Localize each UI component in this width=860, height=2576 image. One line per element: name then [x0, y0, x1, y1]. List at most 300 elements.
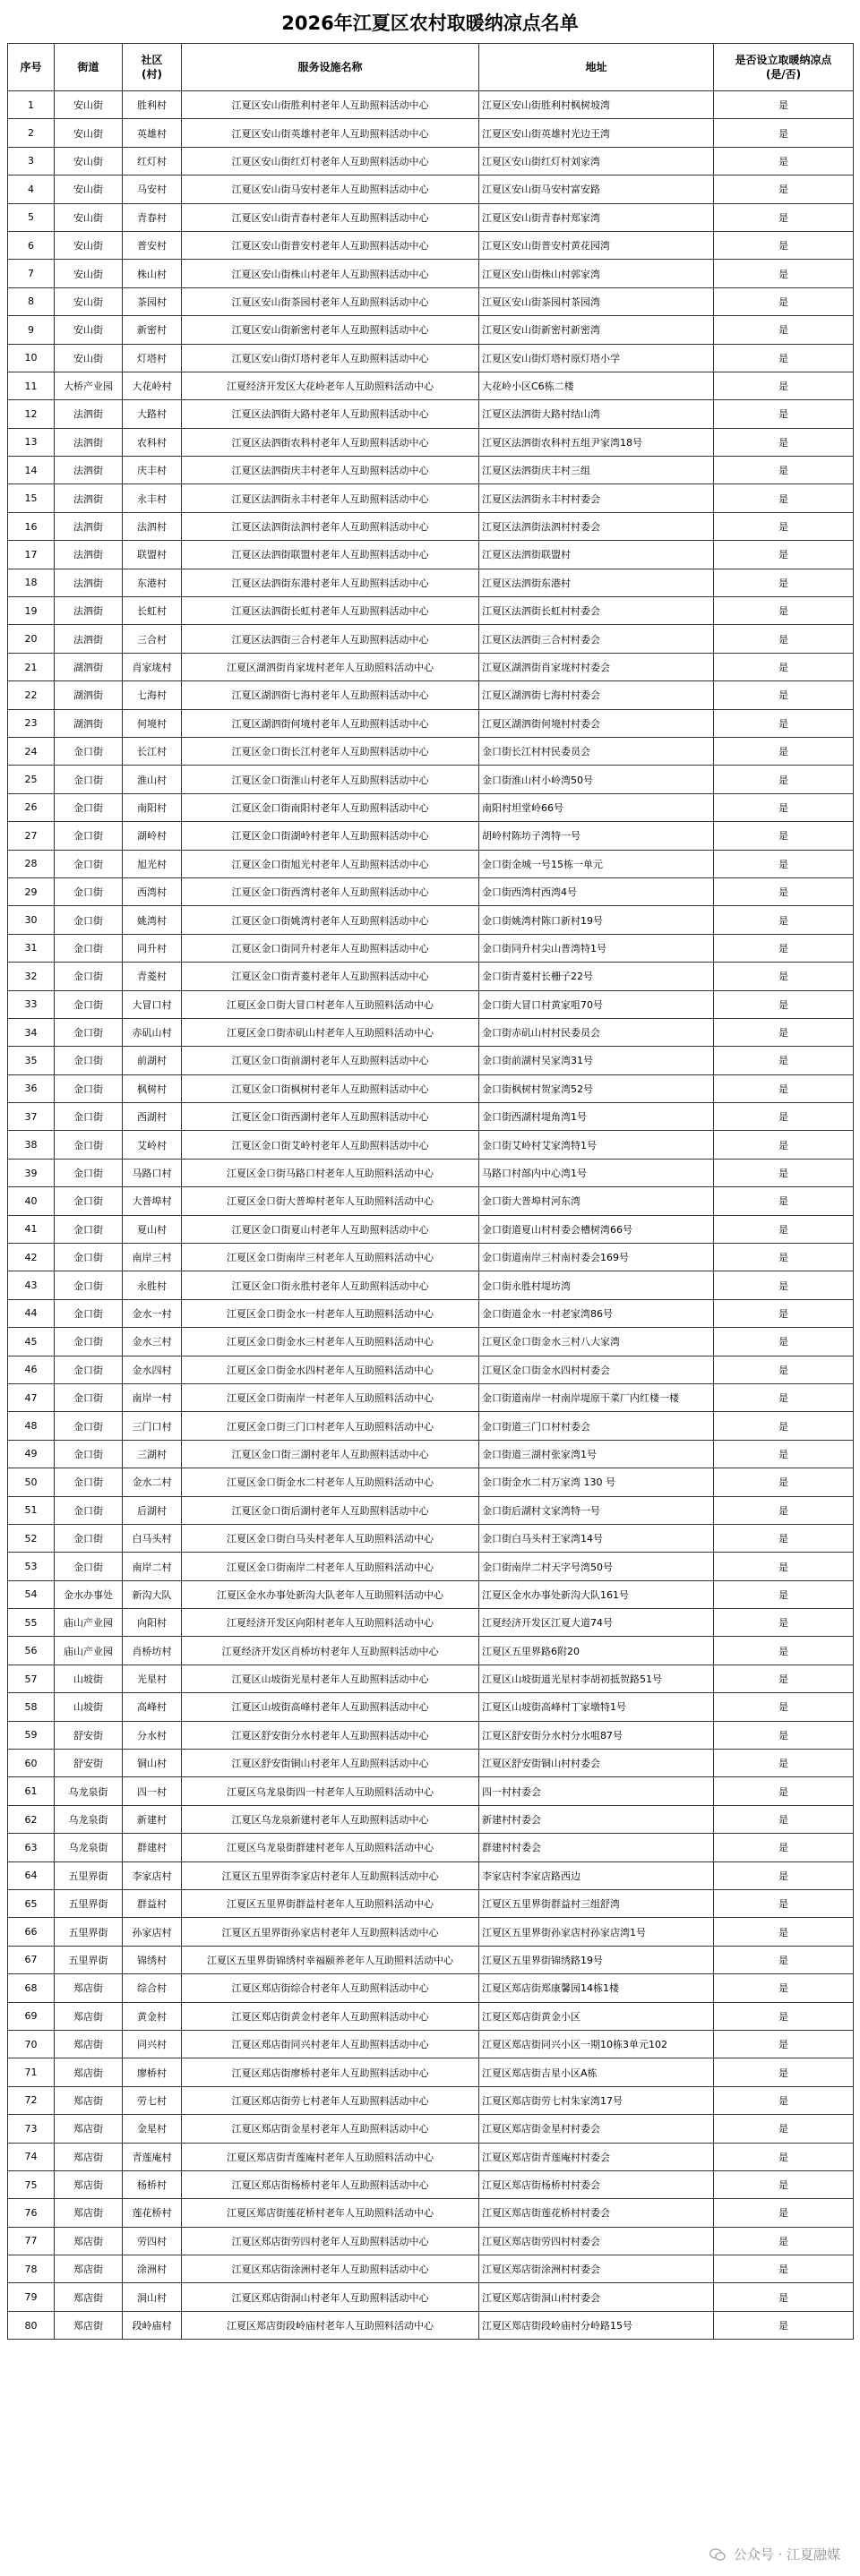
row-facility-name: 江夏区郑店街廖桥村老年人互助照料活动中心: [182, 2058, 479, 2086]
row-community: 劳四村: [123, 2227, 182, 2255]
row-is-point: 是: [714, 1047, 854, 1074]
row-address: 江夏区郑店街段岭庙村分岭路15号: [479, 2311, 714, 2339]
table-row: [8, 1553, 854, 1580]
row-street: 舒安街: [55, 1750, 123, 1777]
row-community: 李家店村: [123, 1861, 182, 1889]
row-community: 大冒口村: [123, 990, 182, 1018]
row-community: 旭光村: [123, 850, 182, 877]
row-index: 53: [8, 1553, 55, 1580]
row-is-point: 是: [714, 990, 854, 1018]
table-row: [8, 175, 854, 203]
row-facility-name: 江夏区法泗街联盟村老年人互助照料活动中心: [182, 541, 479, 569]
table-row: [8, 512, 854, 540]
row-is-point: 是: [714, 1383, 854, 1411]
row-address: 金口街道三门口村村委会: [479, 1412, 714, 1440]
row-community: 金水四村: [123, 1356, 182, 1383]
row-facility-name: 江夏区乌龙泉街四一村老年人互助照料活动中心: [182, 1777, 479, 1805]
row-facility-name: 江夏区金口街三湖村老年人互助照料活动中心: [182, 1440, 479, 1468]
row-index: 24: [8, 737, 55, 765]
row-community: 孙家店村: [123, 1918, 182, 1946]
row-index: 27: [8, 822, 55, 850]
row-address: 江夏区安山街普安村黄花园湾: [479, 231, 714, 259]
table-row: [8, 2227, 854, 2255]
row-street: 金口街: [55, 1159, 123, 1186]
row-is-point: 是: [714, 766, 854, 793]
row-is-point: 是: [714, 147, 854, 175]
row-facility-name: 江夏区法泗街东港村老年人互助照料活动中心: [182, 569, 479, 596]
table-row: [8, 766, 854, 793]
row-is-point: 是: [714, 963, 854, 990]
row-address: 金口街道南岸三村南村委会169号: [479, 1244, 714, 1271]
row-street: 金口街: [55, 1412, 123, 1440]
table-row: [8, 1103, 854, 1131]
row-index: 71: [8, 2058, 55, 2086]
row-facility-name: 江夏区郑店街金星村老年人互助照料活动中心: [182, 2115, 479, 2143]
row-community: 英雄村: [123, 119, 182, 147]
row-street: 金口街: [55, 990, 123, 1018]
table-row: [8, 877, 854, 905]
row-street: 乌龙泉街: [55, 1777, 123, 1805]
row-facility-name: 江夏区五里界街群益村老年人互助照料活动中心: [182, 1890, 479, 1918]
row-facility-name: 江夏区金口街南岸二村老年人互助照料活动中心: [182, 1553, 479, 1580]
row-index: 36: [8, 1074, 55, 1102]
row-address: 金口街道金水一村老家湾86号: [479, 1299, 714, 1327]
table-row: [8, 963, 854, 990]
row-is-point: 是: [714, 1018, 854, 1046]
row-address: 江夏区郑店街同兴小区一期10栋3单元102: [479, 2030, 714, 2058]
row-facility-name: 江夏区安山街红灯村老年人互助照料活动中心: [182, 147, 479, 175]
row-address: 江夏区安山街株山村郭家湾: [479, 260, 714, 287]
row-index: 23: [8, 709, 55, 737]
row-street: 湖泗街: [55, 653, 123, 680]
row-index: 40: [8, 1187, 55, 1215]
row-index: 19: [8, 597, 55, 625]
row-community: 金星村: [123, 2115, 182, 2143]
table-row: [8, 1383, 854, 1411]
row-street: 安山街: [55, 344, 123, 372]
row-community: 农科村: [123, 428, 182, 456]
row-address: 大花岭小区C6栋二楼: [479, 372, 714, 399]
row-street: 金口街: [55, 1299, 123, 1327]
row-facility-name: 江夏区金口街湖岭村老年人互助照料活动中心: [182, 822, 479, 850]
table-row: [8, 2002, 854, 2030]
row-index: 68: [8, 1974, 55, 2002]
row-facility-name: 江夏区金口街前湖村老年人互助照料活动中心: [182, 1047, 479, 1074]
row-street: 郑店街: [55, 2086, 123, 2114]
row-street: 法泗街: [55, 428, 123, 456]
row-index: 2: [8, 119, 55, 147]
row-community: 胜利村: [123, 91, 182, 119]
table-row: [8, 1721, 854, 1749]
row-facility-name: 江夏区安山街胜利村老年人互助照料活动中心: [182, 91, 479, 119]
row-is-point: 是: [714, 2255, 854, 2283]
row-index: 74: [8, 2143, 55, 2170]
row-street: 乌龙泉街: [55, 1805, 123, 1833]
table-header-row: [8, 44, 854, 91]
row-facility-name: 江夏区金口街金水四村老年人互助照料活动中心: [182, 1356, 479, 1383]
row-facility-name: 江夏区郑店街杨桥村老年人互助照料活动中心: [182, 2170, 479, 2198]
table-row: [8, 1637, 854, 1665]
row-facility-name: 江夏经济开发区大花岭老年人互助照料活动中心: [182, 372, 479, 399]
table-row: [8, 344, 854, 372]
row-index: 11: [8, 372, 55, 399]
table-row: [8, 1328, 854, 1356]
row-street: 金口街: [55, 1047, 123, 1074]
row-index: 78: [8, 2255, 55, 2283]
row-index: 66: [8, 1918, 55, 1946]
row-facility-name: 江夏区金口街金水二村老年人互助照料活动中心: [182, 1468, 479, 1496]
row-is-point: 是: [714, 737, 854, 765]
row-street: 金口街: [55, 1496, 123, 1524]
row-street: 安山街: [55, 203, 123, 231]
row-index: 35: [8, 1047, 55, 1074]
row-facility-name: 江夏区金口街南岸三村老年人互助照料活动中心: [182, 1244, 479, 1271]
row-facility-name: 江夏区金口街枫树村老年人互助照料活动中心: [182, 1074, 479, 1102]
table-row: [8, 1074, 854, 1102]
row-index: 18: [8, 569, 55, 596]
row-street: 郑店街: [55, 2227, 123, 2255]
row-is-point: 是: [714, 372, 854, 399]
row-community: 白马头村: [123, 1524, 182, 1552]
row-street: 金口街: [55, 1271, 123, 1299]
row-is-point: 是: [714, 1750, 854, 1777]
row-index: 6: [8, 231, 55, 259]
row-address: 江夏区郑店街杨桥村村委会: [479, 2170, 714, 2198]
row-street: 金口街: [55, 793, 123, 821]
row-address: 李家店村李家店路西边: [479, 1861, 714, 1889]
row-community: 涂洲村: [123, 2255, 182, 2283]
table-row: [8, 316, 854, 344]
row-street: 郑店街: [55, 2170, 123, 2198]
row-is-point: 是: [714, 1299, 854, 1327]
row-index: 32: [8, 963, 55, 990]
row-is-point: 是: [714, 175, 854, 203]
row-address: 金口街前湖村吴家湾31号: [479, 1047, 714, 1074]
row-is-point: 是: [714, 119, 854, 147]
row-is-point: 是: [714, 1412, 854, 1440]
row-is-point: 是: [714, 1553, 854, 1580]
table-row: [8, 287, 854, 315]
row-facility-name: 江夏区法泗街永丰村老年人互助照料活动中心: [182, 484, 479, 512]
row-street: 五里界街: [55, 1890, 123, 1918]
table-row: [8, 1580, 854, 1608]
row-community: 三合村: [123, 625, 182, 653]
table-row: [8, 400, 854, 428]
table-row: [8, 850, 854, 877]
row-index: 52: [8, 1524, 55, 1552]
row-index: 30: [8, 906, 55, 934]
table-row: [8, 2058, 854, 2086]
row-address: 江夏区法泗街长虹村村委会: [479, 597, 714, 625]
row-index: 3: [8, 147, 55, 175]
table-row: [8, 2115, 854, 2143]
table-row: [8, 2170, 854, 2198]
row-community: 赤矶山村: [123, 1018, 182, 1046]
row-index: 17: [8, 541, 55, 569]
row-address: 江夏区五里界街孙家店村孙家店湾1号: [479, 1918, 714, 1946]
row-is-point: 是: [714, 287, 854, 315]
row-street: 庙山产业园: [55, 1637, 123, 1665]
row-community: 肖桥坊村: [123, 1637, 182, 1665]
row-is-point: 是: [714, 2086, 854, 2114]
table-row: [8, 2086, 854, 2114]
row-street: 金口街: [55, 1215, 123, 1243]
row-index: 47: [8, 1383, 55, 1411]
row-facility-name: 江夏区金口街金水一村老年人互助照料活动中心: [182, 1299, 479, 1327]
row-is-point: 是: [714, 597, 854, 625]
row-facility-name: 江夏区湖泗街何境村老年人互助照料活动中心: [182, 709, 479, 737]
row-community: 四一村: [123, 1777, 182, 1805]
row-index: 70: [8, 2030, 55, 2058]
row-index: 9: [8, 316, 55, 344]
row-community: 向阳村: [123, 1609, 182, 1637]
row-address: 金口街后湖村文家湾特一号: [479, 1496, 714, 1524]
row-community: 长江村: [123, 737, 182, 765]
row-address: 马路口村部内中心湾1号: [479, 1159, 714, 1186]
row-street: 金口街: [55, 934, 123, 962]
row-is-point: 是: [714, 1074, 854, 1102]
table-row: [8, 1777, 854, 1805]
row-index: 33: [8, 990, 55, 1018]
header-index: 序号: [8, 44, 55, 91]
row-street: 法泗街: [55, 597, 123, 625]
row-facility-name: 江夏区郑店街青莲庵村老年人互助照料活动中心: [182, 2143, 479, 2170]
table-row: [8, 597, 854, 625]
row-facility-name: 江夏区金口街夏山村老年人互助照料活动中心: [182, 1215, 479, 1243]
header-street: 街道: [55, 44, 123, 91]
row-street: 郑店街: [55, 2115, 123, 2143]
row-index: 79: [8, 2283, 55, 2311]
row-community: 段岭庙村: [123, 2311, 182, 2339]
row-facility-name: 江夏区安山街新密村老年人互助照料活动中心: [182, 316, 479, 344]
row-index: 45: [8, 1328, 55, 1356]
row-facility-name: 江夏区湖泗街肖家垅村老年人互助照料活动中心: [182, 653, 479, 680]
row-index: 42: [8, 1244, 55, 1271]
table-row: [8, 91, 854, 119]
table-row: [8, 793, 854, 821]
row-address: 江夏经济开发区江夏大道74号: [479, 1609, 714, 1637]
row-address: 金口街永胜村堤坊湾: [479, 1271, 714, 1299]
row-community: 永丰村: [123, 484, 182, 512]
row-facility-name: 江夏区五里界街锦绣村幸福颐养老年人互助照料活动中心: [182, 1946, 479, 1973]
table-row: [8, 1356, 854, 1383]
row-community: 锦绣村: [123, 1946, 182, 1973]
row-address: 金口街道夏山村村委会槽树湾66号: [479, 1215, 714, 1243]
row-is-point: 是: [714, 2311, 854, 2339]
row-street: 金口街: [55, 906, 123, 934]
row-is-point: 是: [714, 1834, 854, 1861]
row-address: 江夏区湖泗街七海村村委会: [479, 681, 714, 709]
row-community: 金水二村: [123, 1468, 182, 1496]
table-row: [8, 934, 854, 962]
row-community: 夏山村: [123, 1215, 182, 1243]
row-is-point: 是: [714, 1496, 854, 1524]
table-row: [8, 1890, 854, 1918]
row-street: 大桥产业园: [55, 372, 123, 399]
row-address: 群建村村委会: [479, 1834, 714, 1861]
row-street: 郑店街: [55, 2311, 123, 2339]
row-community: 南阳村: [123, 793, 182, 821]
row-index: 80: [8, 2311, 55, 2339]
row-community: 永胜村: [123, 1271, 182, 1299]
table-row: [8, 1946, 854, 1973]
row-index: 14: [8, 457, 55, 484]
row-street: 金口街: [55, 1074, 123, 1102]
row-address: 金口街姚湾村陈口新村19号: [479, 906, 714, 934]
row-street: 安山街: [55, 175, 123, 203]
row-address: 江夏区安山街红灯村刘家湾: [479, 147, 714, 175]
row-facility-name: 江夏区金口街旭光村老年人互助照料活动中心: [182, 850, 479, 877]
row-street: 金口街: [55, 1356, 123, 1383]
row-street: 金口街: [55, 766, 123, 793]
table-row: [8, 119, 854, 147]
row-address: 江夏区郑店街涂洲村村委会: [479, 2255, 714, 2283]
row-address: 江夏区山坡街高峰村丁家墩特1号: [479, 1693, 714, 1721]
row-index: 29: [8, 877, 55, 905]
row-community: 青菱村: [123, 963, 182, 990]
row-street: 法泗街: [55, 400, 123, 428]
row-street: 郑店街: [55, 2058, 123, 2086]
row-community: 湖岭村: [123, 822, 182, 850]
row-is-point: 是: [714, 2115, 854, 2143]
row-community: 何境村: [123, 709, 182, 737]
row-street: 湖泗街: [55, 709, 123, 737]
row-index: 49: [8, 1440, 55, 1468]
row-street: 法泗街: [55, 457, 123, 484]
row-street: 金口街: [55, 1383, 123, 1411]
row-is-point: 是: [714, 260, 854, 287]
row-community: 西湖村: [123, 1103, 182, 1131]
row-index: 28: [8, 850, 55, 877]
row-is-point: 是: [714, 1103, 854, 1131]
row-is-point: 是: [714, 822, 854, 850]
row-facility-name: 江夏区金口街金水三村老年人互助照料活动中心: [182, 1328, 479, 1356]
row-address: 金口街金城一号15栋一单元: [479, 850, 714, 877]
row-community: 劳七村: [123, 2086, 182, 2114]
table-row: [8, 1018, 854, 1046]
row-address: 江夏区郑店街青莲庵村村委会: [479, 2143, 714, 2170]
row-street: 五里界街: [55, 1946, 123, 1973]
row-facility-name: 江夏区郑店街涂洲村老年人互助照料活动中心: [182, 2255, 479, 2283]
row-community: 东港村: [123, 569, 182, 596]
row-address: 胡岭村陈坊子湾特一号: [479, 822, 714, 850]
row-facility-name: 江夏区湖泗街七海村老年人互助照料活动中心: [182, 681, 479, 709]
row-address: 新建村村委会: [479, 1805, 714, 1833]
table-row: [8, 1412, 854, 1440]
row-address: 江夏区法泗街大路村结山湾: [479, 400, 714, 428]
row-address: 金口街白马头村王家湾14号: [479, 1524, 714, 1552]
row-index: 43: [8, 1271, 55, 1299]
row-address: 江夏区安山街茶园村茶园湾: [479, 287, 714, 315]
row-address: 四一村村委会: [479, 1777, 714, 1805]
row-index: 46: [8, 1356, 55, 1383]
row-community: 联盟村: [123, 541, 182, 569]
row-is-point: 是: [714, 1580, 854, 1608]
row-is-point: 是: [714, 1918, 854, 1946]
row-street: 金口街: [55, 1553, 123, 1580]
table-row: [8, 906, 854, 934]
row-is-point: 是: [714, 1805, 854, 1833]
row-index: 60: [8, 1750, 55, 1777]
row-facility-name: 江夏区郑店街综合村老年人互助照料活动中心: [182, 1974, 479, 2002]
row-address: 江夏区郑店街金星村村委会: [479, 2115, 714, 2143]
row-community: 马路口村: [123, 1159, 182, 1186]
row-address: 金口街青菱村长栅子22号: [479, 963, 714, 990]
row-address: 江夏区安山街英雄村光边王湾: [479, 119, 714, 147]
row-index: 5: [8, 203, 55, 231]
row-index: 54: [8, 1580, 55, 1608]
row-is-point: 是: [714, 569, 854, 596]
table-body: [8, 91, 854, 2340]
table-row: [8, 1665, 854, 1692]
row-is-point: 是: [714, 2143, 854, 2170]
row-street: 金口街: [55, 1244, 123, 1271]
row-community: 南岸三村: [123, 1244, 182, 1271]
row-is-point: 是: [714, 2283, 854, 2311]
row-address: 金口街淮山村小岭湾50号: [479, 766, 714, 793]
row-address: 金口街道南岸一村南岸堤原干菜厂内红楼一楼: [479, 1383, 714, 1411]
row-address: 金口街赤矶山村村民委员会: [479, 1018, 714, 1046]
row-community: 廖桥村: [123, 2058, 182, 2086]
row-street: 金口街: [55, 1018, 123, 1046]
row-index: 56: [8, 1637, 55, 1665]
table-row: [8, 1299, 854, 1327]
row-facility-name: 江夏区安山街普安村老年人互助照料活动中心: [182, 231, 479, 259]
row-community: 灯塔村: [123, 344, 182, 372]
row-address: 江夏区五里界路6附20: [479, 1637, 714, 1665]
row-community: 茶园村: [123, 287, 182, 315]
row-is-point: 是: [714, 400, 854, 428]
row-street: 法泗街: [55, 569, 123, 596]
row-index: 44: [8, 1299, 55, 1327]
table-row: [8, 1244, 854, 1271]
row-facility-name: 江夏区金口街西湖村老年人互助照料活动中心: [182, 1103, 479, 1131]
table-row: [8, 2143, 854, 2170]
row-is-point: 是: [714, 906, 854, 934]
row-address: 江夏区安山街马安村富安路: [479, 175, 714, 203]
row-address: 金口街大普埠村河东湾: [479, 1187, 714, 1215]
table-row: [8, 541, 854, 569]
row-community: 分水村: [123, 1721, 182, 1749]
table-row: [8, 1834, 854, 1861]
row-facility-name: 江夏区金口街姚湾村老年人互助照料活动中心: [182, 906, 479, 934]
row-street: 乌龙泉街: [55, 1834, 123, 1861]
row-street: 五里界街: [55, 1861, 123, 1889]
row-facility-name: 江夏区法泗街农科村老年人互助照料活动中心: [182, 428, 479, 456]
table-row: [8, 681, 854, 709]
row-is-point: 是: [714, 625, 854, 653]
row-facility-name: 江夏区郑店街同兴村老年人互助照料活动中心: [182, 2030, 479, 2058]
row-community: 大花岭村: [123, 372, 182, 399]
table-row: [8, 1609, 854, 1637]
table-row: [8, 737, 854, 765]
row-index: 76: [8, 2199, 55, 2227]
row-community: 庆丰村: [123, 457, 182, 484]
row-index: 51: [8, 1496, 55, 1524]
row-is-point: 是: [714, 2030, 854, 2058]
row-index: 41: [8, 1215, 55, 1243]
row-is-point: 是: [714, 316, 854, 344]
row-address: 江夏区法泗街三合村村委会: [479, 625, 714, 653]
row-facility-name: 江夏区金口街南岸一村老年人互助照料活动中心: [182, 1383, 479, 1411]
row-address: 金口街枫树村贺家湾52号: [479, 1074, 714, 1102]
row-is-point: 是: [714, 1693, 854, 1721]
row-address: 金口街金水二村万家湾 130 号: [479, 1468, 714, 1496]
row-address: 江夏区郑店街郑康馨园14栋1楼: [479, 1974, 714, 2002]
row-is-point: 是: [714, 1271, 854, 1299]
row-street: 金口街: [55, 737, 123, 765]
row-facility-name: 江夏经济开发区肖桥坊村老年人互助照料活动中心: [182, 1637, 479, 1665]
